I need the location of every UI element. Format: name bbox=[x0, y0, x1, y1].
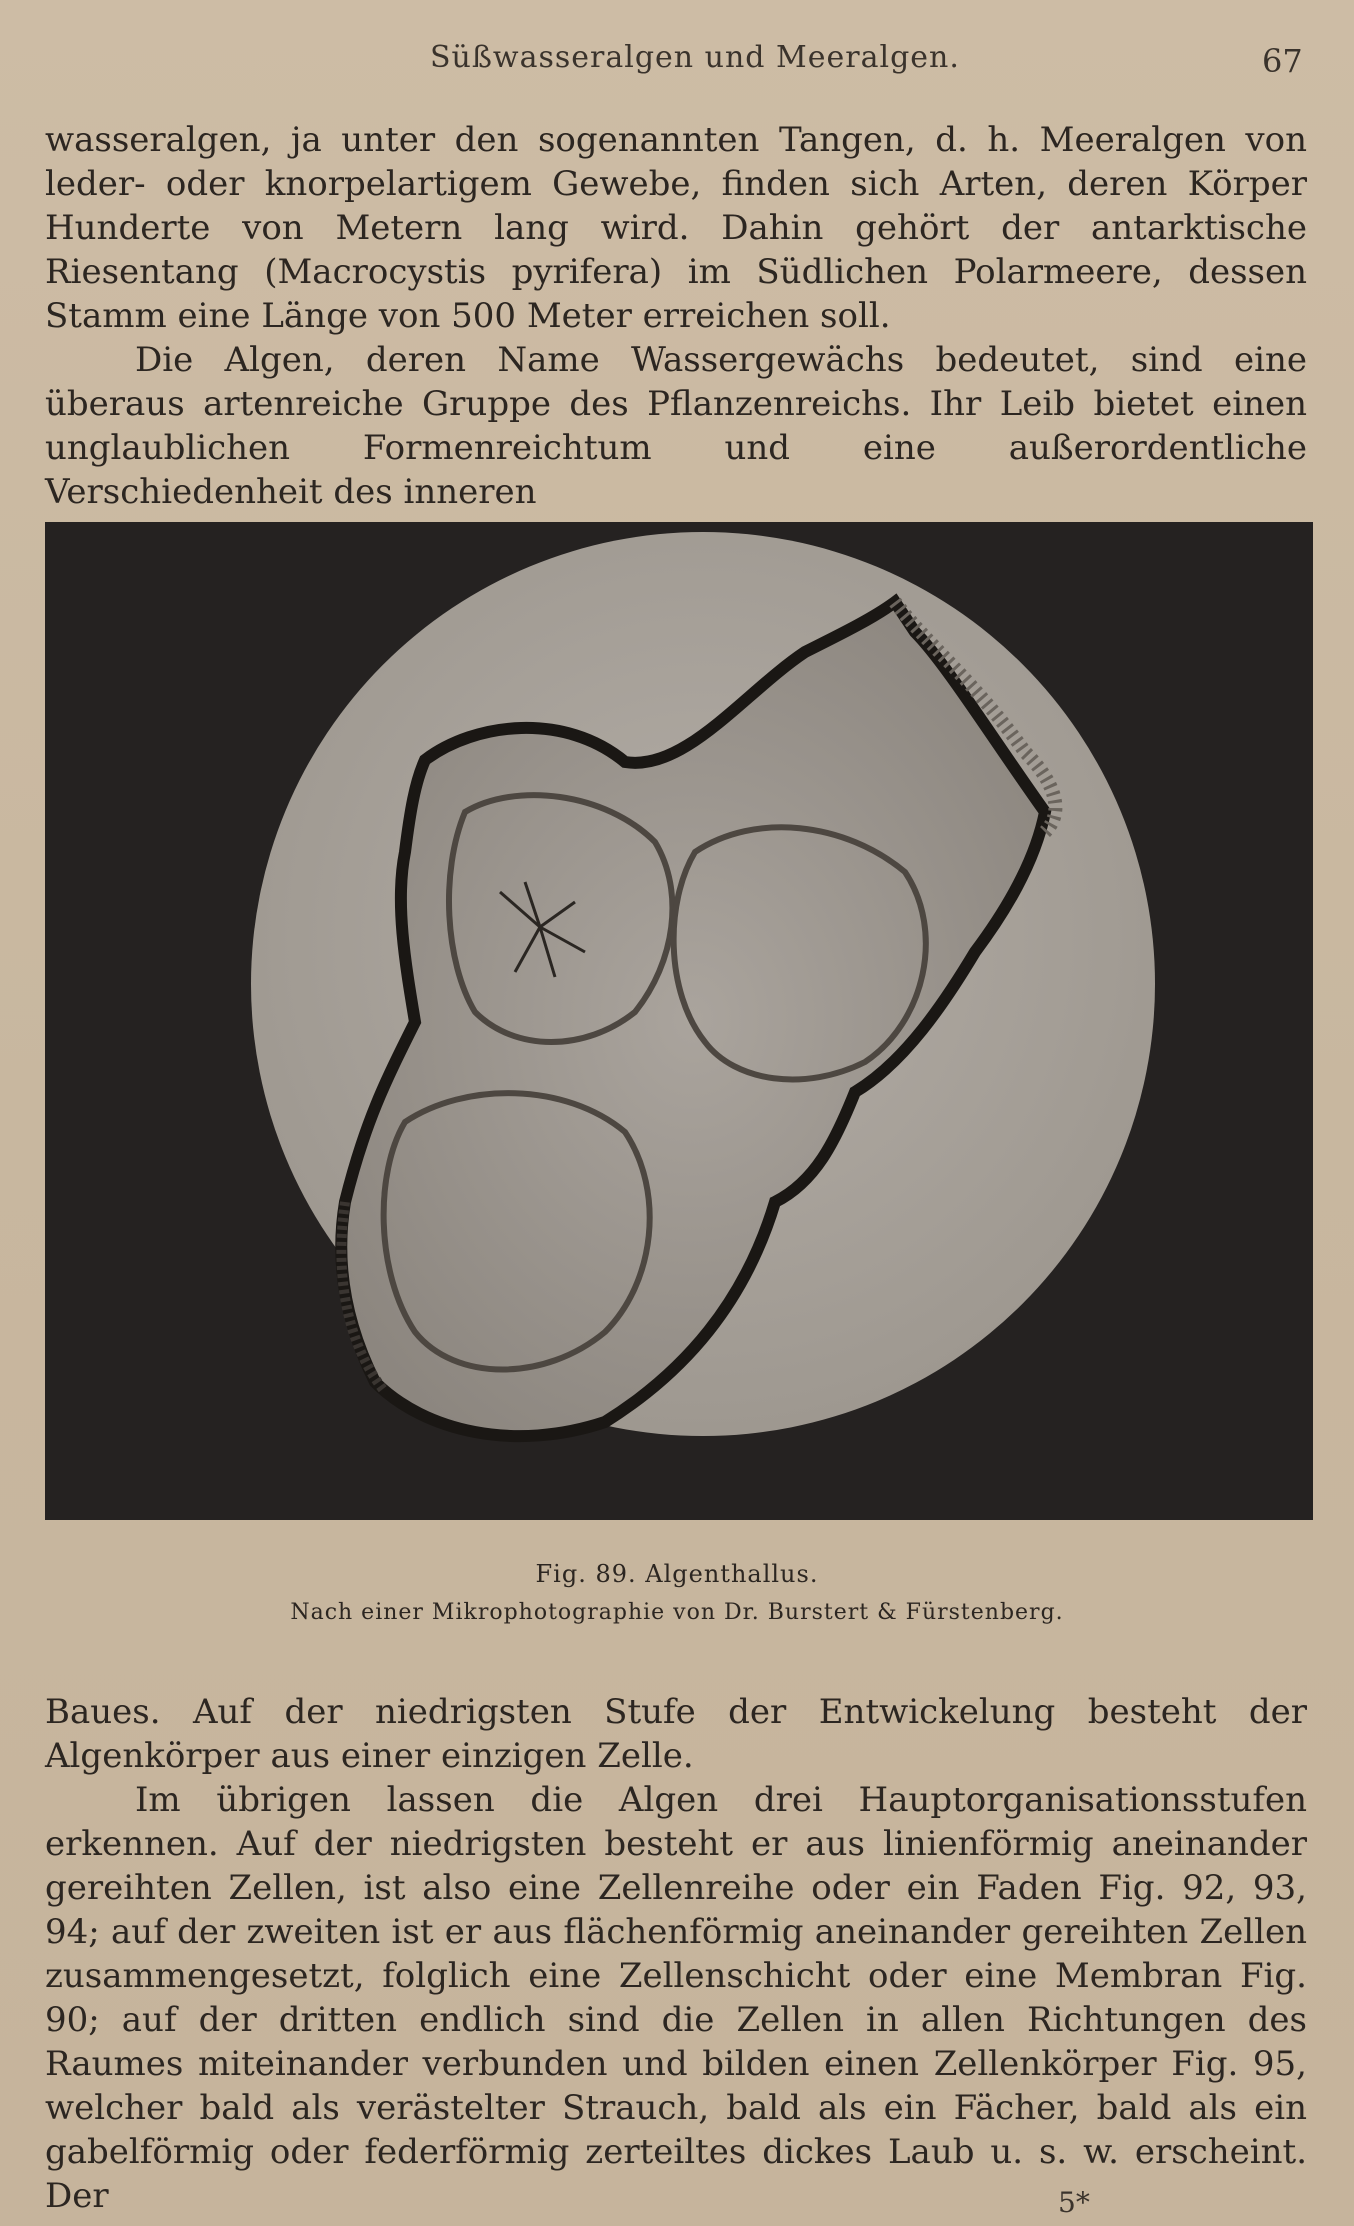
body-text-bottom bbox=[45, 1690, 1307, 2218]
page-number: 67 bbox=[1262, 42, 1303, 80]
paragraph: Die Algen, deren Name Wassergewächs bedeutet, sind eine überaus artenreiche Gruppe des Pflanzenreichs. Ihr Leib bietet einen unglaublichen Formenreichtum und eine außerordentliche Verschiedenheit des inneren bbox=[45, 340, 1307, 512]
micrograph-image bbox=[45, 522, 1313, 1520]
micrograph-figure bbox=[45, 522, 1313, 1520]
body-text-top bbox=[45, 118, 1307, 514]
signature-mark: 5* bbox=[1058, 2186, 1090, 2219]
figure-credit: Nach einer Mikrophotographie von Dr. Burstert & Fürstenberg. bbox=[290, 1600, 1064, 1625]
paragraph: wasseralgen, ja unter den sogenannten Tangen, d. h. Meeralgen von leder- oder knorpelartigem Gewebe, finden sich Arten, deren Körper Hunderte von Metern lang wird. Dahin gehört der antarktische Riesentang (Macrocystis pyrifera) im Südlichen Polarmeere, dessen Stamm eine Länge von 500 Meter erreichen soll. bbox=[45, 120, 1307, 336]
running-title: Süßwasseralgen und Meeralgen. bbox=[430, 40, 960, 75]
paragraph: Baues. Auf der niedrigsten Stufe der Entwickelung besteht der Algenkörper aus einer einzigen Zelle. bbox=[45, 1692, 1307, 1776]
figure-caption: Fig. 89. Algenthallus. bbox=[535, 1560, 819, 1588]
running-head bbox=[0, 32, 1354, 92]
paragraph: Im übrigen lassen die Algen drei Hauptorganisationsstufen erkennen. Auf der niedrigsten besteht er aus linienförmig aneinander gereihten Zellen, ist also eine Zellenreihe oder ein Faden Fig. 92, 93, 94; auf der zweiten ist er aus flächenförmig aneinander gereihten Zellen zusammengesetzt, folglich eine Zellenschicht oder eine Membran Fig. 90; auf der dritten endlich sind die Zellen in allen Richtungen des Raumes miteinander verbunden und bilden einen Zellenkörper Fig. 95, welcher bald als verästelter Strauch, bald als ein Fächer, bald als ein gabelförmig oder federförmig zerteiltes dickes Laub u. s. w. erscheint. Der bbox=[45, 1780, 1307, 2216]
